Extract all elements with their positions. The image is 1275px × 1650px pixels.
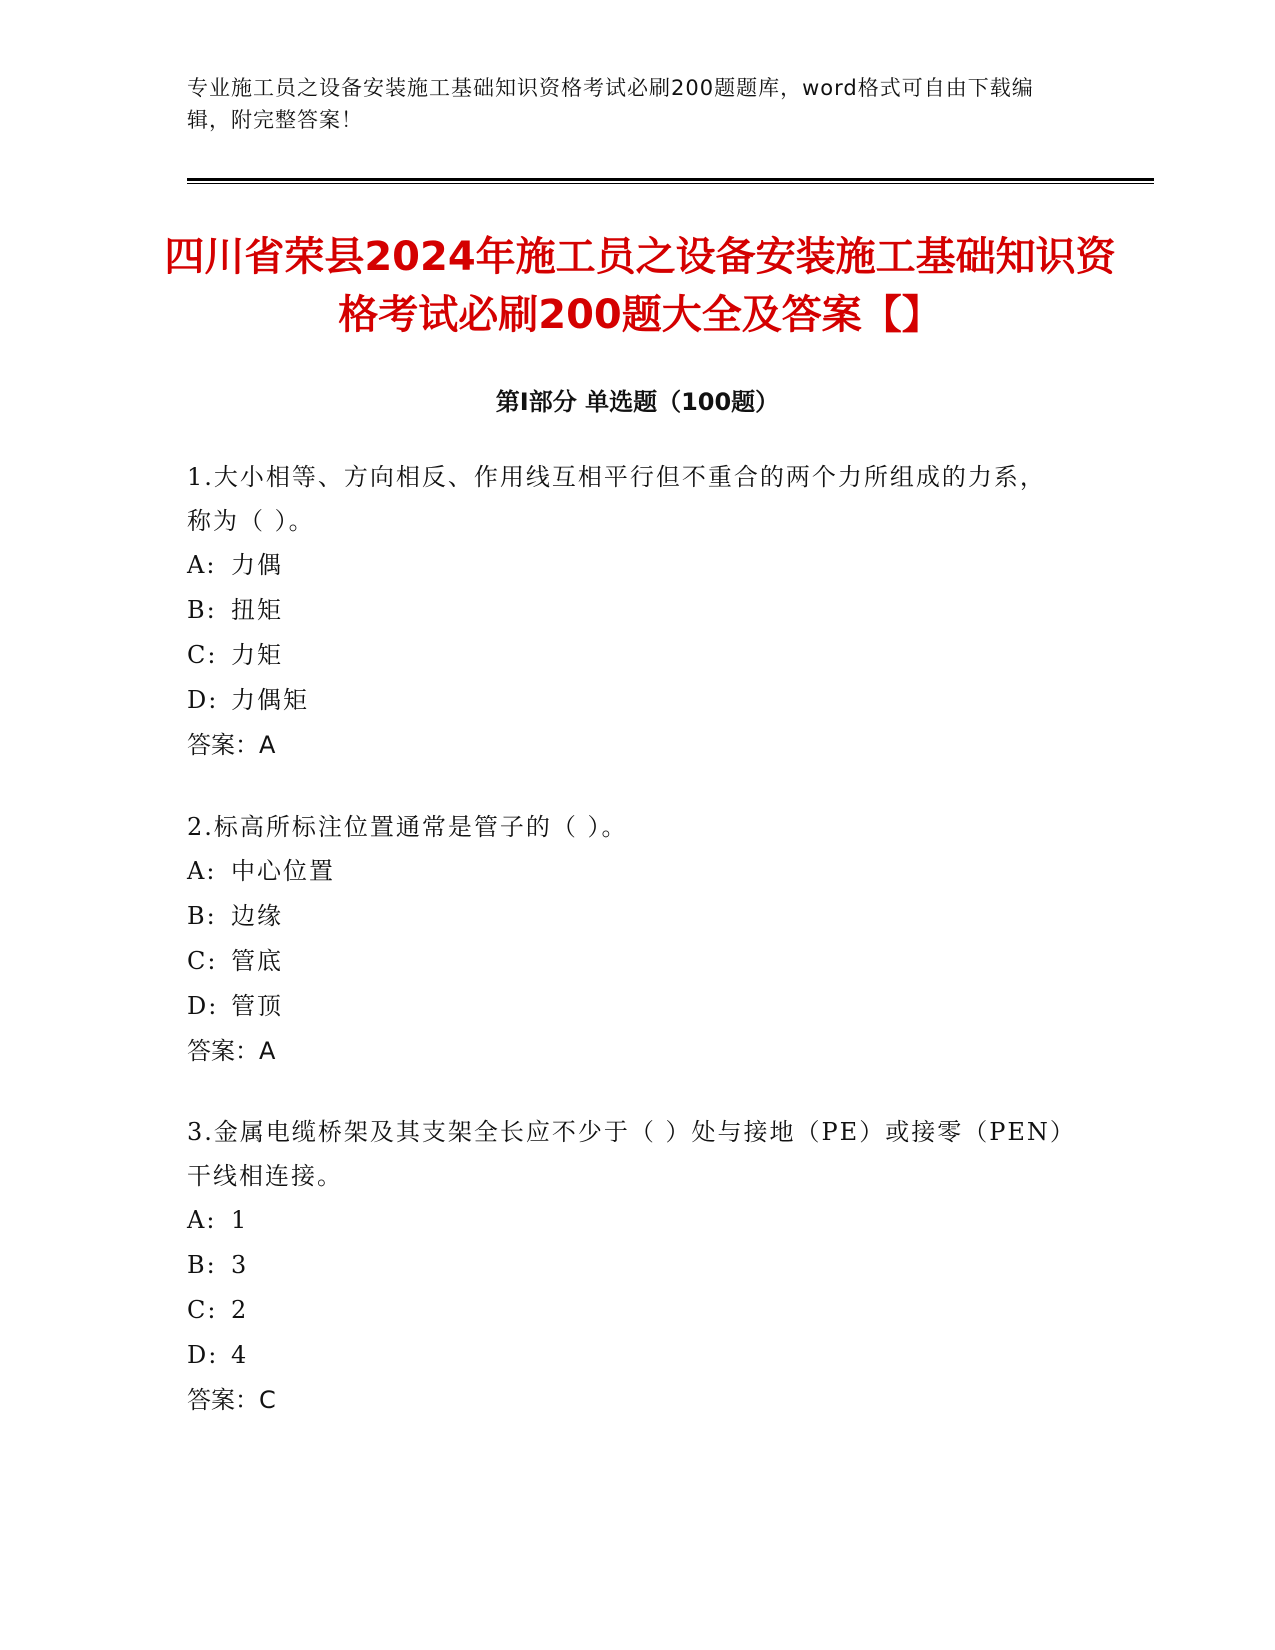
header-note: 专业施工员之设备安装施工基础知识资格考试必刷200题题库，word格式可自由下载编辑，附完整答案！: [187, 76, 1034, 132]
option-d: [187, 1333, 1067, 1378]
option-text: 力偶矩: [231, 686, 309, 714]
question-stem: 2.标高所标注位置通常是管子的（ ）。: [187, 813, 628, 841]
header-divider-thin: [187, 183, 1154, 184]
answer-line: 答案：A: [187, 731, 276, 759]
option-text: 3: [231, 1251, 249, 1279]
option-text: 力矩: [231, 641, 283, 669]
option-text: 中心位置: [231, 857, 335, 885]
option-text: 2: [231, 1296, 249, 1324]
question-1: [187, 455, 1067, 768]
option-text: 管底: [231, 947, 283, 975]
header-divider-thick: [187, 178, 1154, 181]
option-letter: C:: [187, 947, 218, 975]
option-letter: B:: [187, 596, 217, 624]
option-a: [187, 849, 1067, 894]
option-c: [187, 939, 1067, 984]
answer-line: 答案：C: [187, 1386, 276, 1414]
option-text: 力偶: [231, 551, 283, 579]
option-letter: A:: [187, 551, 217, 579]
option-a: [187, 543, 1067, 588]
option-letter: C:: [187, 641, 218, 669]
option-b: [187, 894, 1067, 939]
question-stem: 1.大小相等、方向相反、作用线互相平行但不重合的两个力所组成的力系，称为（ ）。: [187, 463, 1046, 535]
option-letter: B:: [187, 902, 217, 930]
option-text: 边缘: [231, 902, 283, 930]
option-d: [187, 984, 1067, 1029]
option-text: 管顶: [231, 992, 283, 1020]
question-2: [187, 805, 1067, 1074]
question-stem: 3.金属电缆桥架及其支架全长应不少于（ ）处与接地（PE）或接零（PEN）干线相连接。: [187, 1118, 1064, 1190]
option-letter: D:: [187, 1341, 219, 1369]
question-3: [187, 1110, 1067, 1423]
option-c: [187, 1288, 1067, 1333]
option-letter: A:: [187, 1206, 217, 1234]
option-text: 扭矩: [231, 596, 283, 624]
option-d: [187, 678, 1067, 723]
option-letter: C:: [187, 1296, 218, 1324]
option-letter: B:: [187, 1251, 217, 1279]
document-title: 四川省荣县2024年施工员之设备安装施工基础知识资格考试必刷200题大全及答案【】: [164, 234, 1116, 338]
option-b: [187, 588, 1067, 633]
option-letter: A:: [187, 857, 217, 885]
section-heading: 第I部分 单选题（100题）: [495, 388, 780, 416]
option-a: [187, 1198, 1067, 1243]
option-letter: D:: [187, 686, 219, 714]
option-text: 4: [231, 1341, 249, 1369]
answer-line: 答案：A: [187, 1037, 276, 1065]
option-c: [187, 633, 1067, 678]
option-b: [187, 1243, 1067, 1288]
option-text: 1: [231, 1206, 249, 1234]
option-letter: D:: [187, 992, 219, 1020]
